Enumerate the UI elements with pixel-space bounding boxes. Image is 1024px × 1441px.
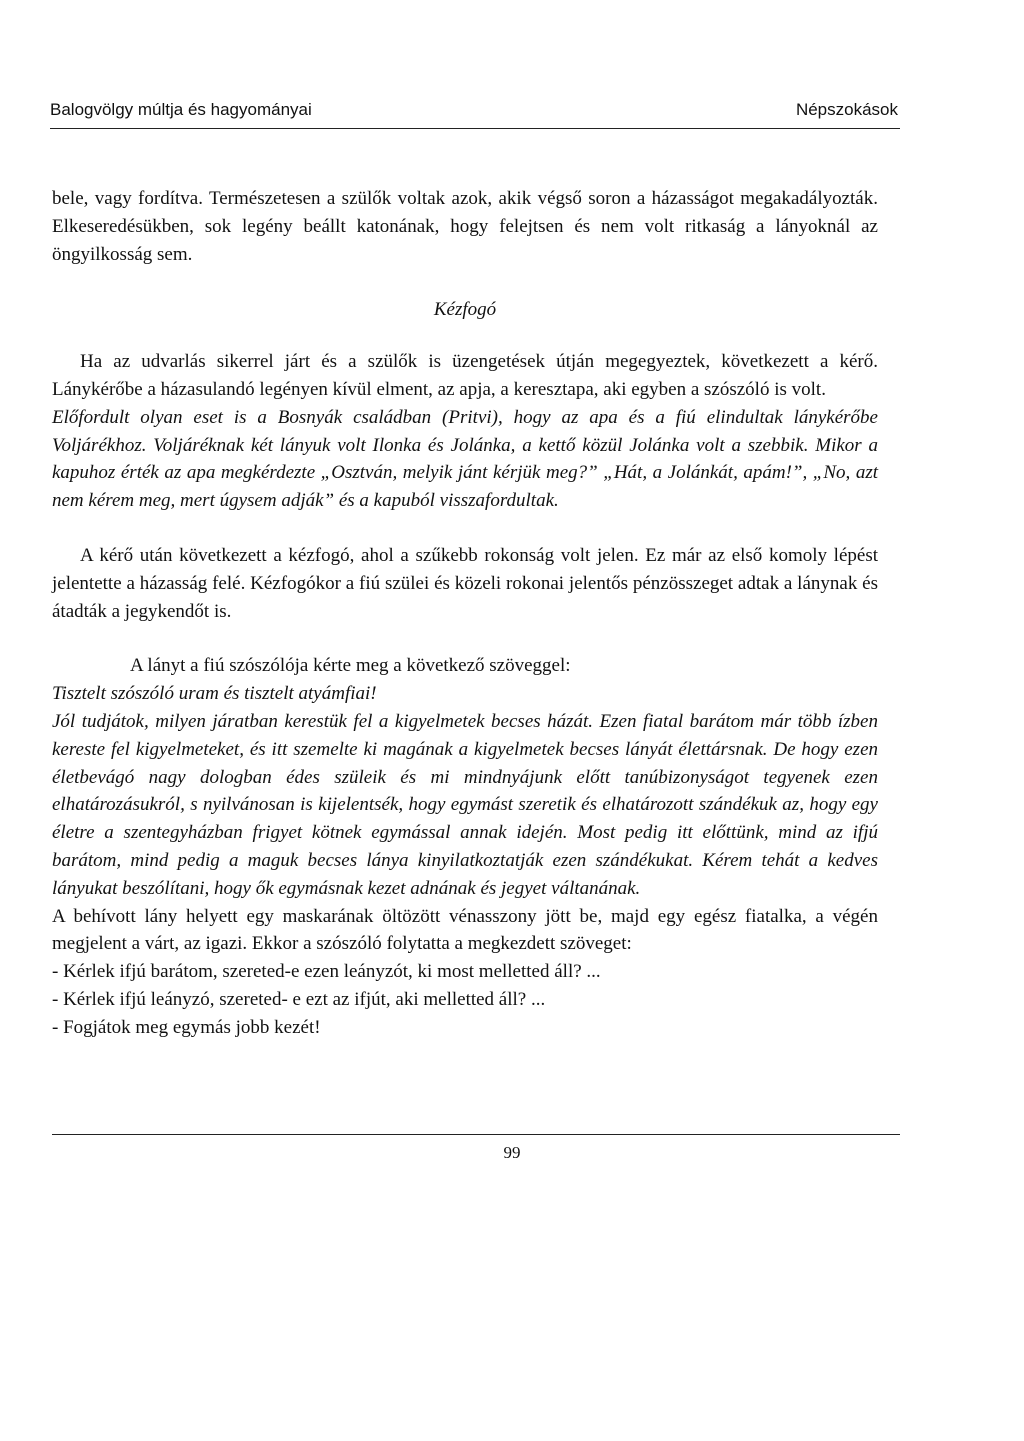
dialogue-line: - Kérlek ifjú barátom, szereted-e ezen leányzót, ki most melletted áll? ... <box>52 961 601 983</box>
paragraph-handshake: A kérő után következett a kézfogó, ahol a szűkebb rokonság volt jelen. Ez már az első komoly lépést jelentette a házasság felé. Kézfogókor a fiú szülei és közeli rokonai jelentős pénzösszeget adtak a lánynak és átadták a jegykendőt is. <box>52 544 878 622</box>
speech-greeting: Tisztelt szószóló uram és tisztelt atyámfiai! <box>52 683 377 705</box>
header-book-title: Balogvölgy múltja és hagyományai <box>50 100 312 119</box>
paragraph-suitor: Ha az udvarlás sikerrel járt és a szülők is üzengetések útján megegyeztek, következett a kérő. Lánykérőbe a házasulandó legényen kívül elment, az apja, a keresztapa, aki egyben a szószóló is volt. <box>52 351 878 400</box>
page-body <box>52 185 878 1042</box>
header-chapter-title: Népszokások <box>795 100 898 119</box>
paragraph-intro: A lányt a fiú szószólója kérte meg a következő szöveggel: <box>130 655 571 677</box>
paragraph-continuation: bele, vagy fordítva. Természetesen a szülők voltak azok, akik végső soron a házasságot megakadályozták. Elkeseredésükben, sok legény beállt katonának, hogy felejtsen és nem volt ritkaság a lányoknál az öngyilkosság sem. <box>52 188 878 265</box>
paragraph-continuation-speech: A behívott lány helyett egy maskarának öltözött vénasszony jött be, majd egy egész fiatalka, a végén megjelent a várt, az igazi. Ekkor a szószóló folytatta a megkezdett szöveget: <box>52 905 878 955</box>
page-number: 99 <box>503 1143 521 1162</box>
paragraph-anecdote: Előfordult olyan eset is a Bosnyák családban (Pritvi), hogy az apa és a fiú elindultak lánykérőbe Voljárékhoz. Voljáréknak két lányuk volt Ilonka és Jolánka, a kettő közül Jolánka volt a szebbik. Mikor a kapuhoz érték az apa megkérdezte „Osztván, melyik jánt kérjük meg?” „Hát, a Jolánkát, apám!”, „No, azt nem kérem meg, mert úgysem adják” és a kapuból visszafordultak. <box>52 406 878 512</box>
page-header <box>50 100 898 130</box>
dialogue-line: - Fogjátok meg egymás jobb kezét! <box>52 1016 321 1038</box>
header-divider <box>50 128 900 129</box>
footer-divider <box>52 1134 900 1135</box>
section-title: Kézfogó <box>433 299 497 321</box>
speech-body: Jól tudjátok, milyen járatban kerestük fel a kigyelmetek becses házát. Ezen fiatal barátom már több ízben kereste fel kigyelmeteket, és itt szemelte ki magának a kigyelmetek becses lányát élettársnak. De hogy ezen életbevágó nagy dologban édes szüleik és mi mindnyájunk előtt tanúbizonyságot tegyenek ezen elhatározásukról, s nyilvánosan is kijelentsék, hogy egymást szeretik és elhatározott szándékuk az, hogy egy életre a szentegyházban frigyet kötnek egymással annak idején. Most pedig itt előttünk, mind az ifjú barátom, mind pedig a maguk becses lánya kinyilatkoztatják ezen szándékukat. Kérem tehát a kedves lányukat beszólítani, hogy ők egymásnak kezet adnának és jegyet váltanának. <box>52 710 878 899</box>
dialogue-line: - Kérlek ifjú leányzó, szereted- e ezt az ifjút, aki melletted áll? ... <box>52 988 546 1010</box>
